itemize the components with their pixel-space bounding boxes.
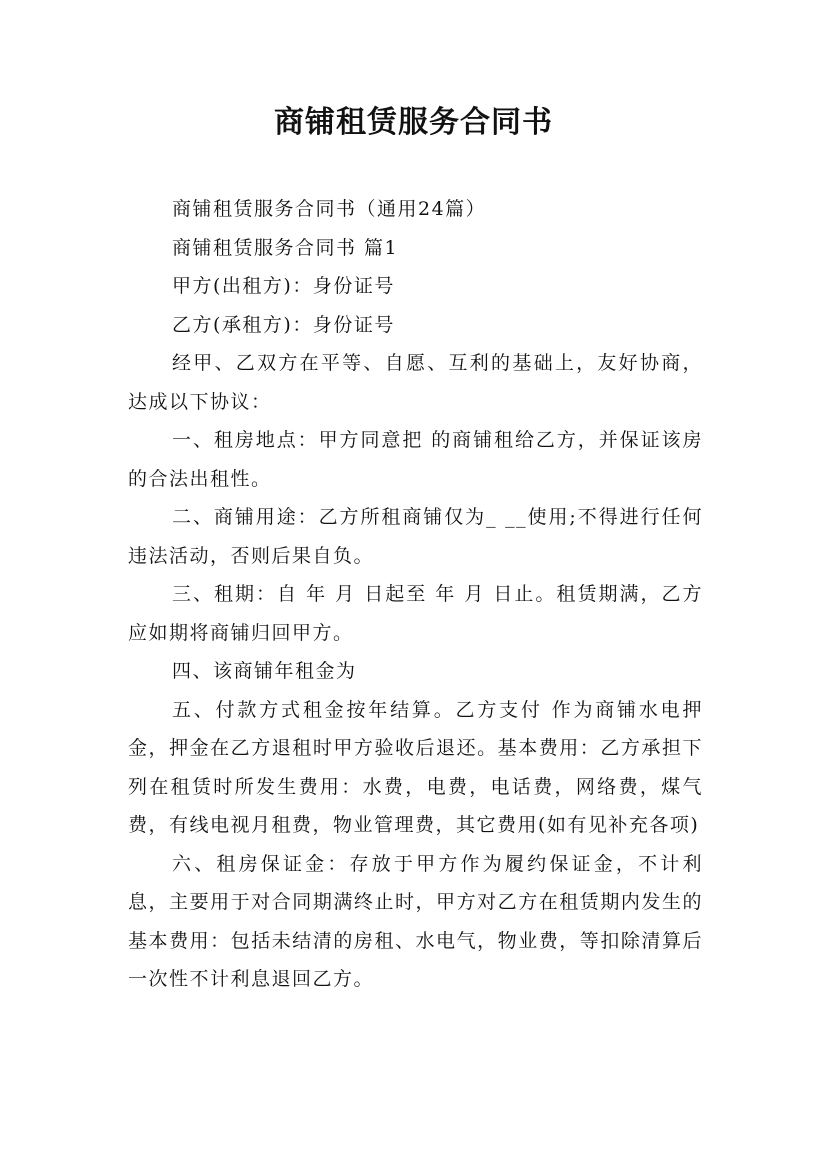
paragraph: 商铺租赁服务合同书（通用24篇） [172,198,487,220]
paragraph: 二、商铺用途：乙方所租商铺仅为_ __使用;不得进行任何违法活动，否则后果自负。 [128,506,703,567]
paragraph: 三、租期：自 年 月 日起至 年 月 日止。租赁期满，乙方应如期将商铺归回甲方。 [128,583,703,644]
paragraph: 一、租房地点：甲方同意把 的商铺租给乙方，并保证该房的合法出租性。 [128,429,703,490]
paragraph: 甲方(出租方)：身份证号 [172,275,395,297]
paragraph: 商铺租赁服务合同书 篇1 [172,236,399,259]
paragraph: 五、付款方式租金按年结算。乙方支付 作为商铺水电押金，押金在乙方退租时甲方验收后退还。基本费用：乙方承担下列在租赁时所发生费用：水费，电费，电话费，网络费，煤气费，有线电视月租费，物业管理费，其它费用(如有见补充各项) [128,698,703,836]
paragraph: 乙方(承租方)：身份证号 [172,313,395,336]
paragraph: 六、租房保证金：存放于甲方作为履约保证金，不计利息，主要用于对合同期满终止时，甲方对乙方在租赁期内发生的基本费用：包括未结清的房租、水电气，物业费，等扣除清算后一次性不计利息退回乙方。 [128,852,703,990]
paragraph: 四、该商铺年租金为 [172,660,357,682]
document-title: 商铺租赁服务合同书 [274,105,553,140]
document-body [128,190,703,999]
paragraph: 经甲、乙双方在平等、自愿、互利的基础上，友好协商，达成以下协议： [128,352,703,413]
